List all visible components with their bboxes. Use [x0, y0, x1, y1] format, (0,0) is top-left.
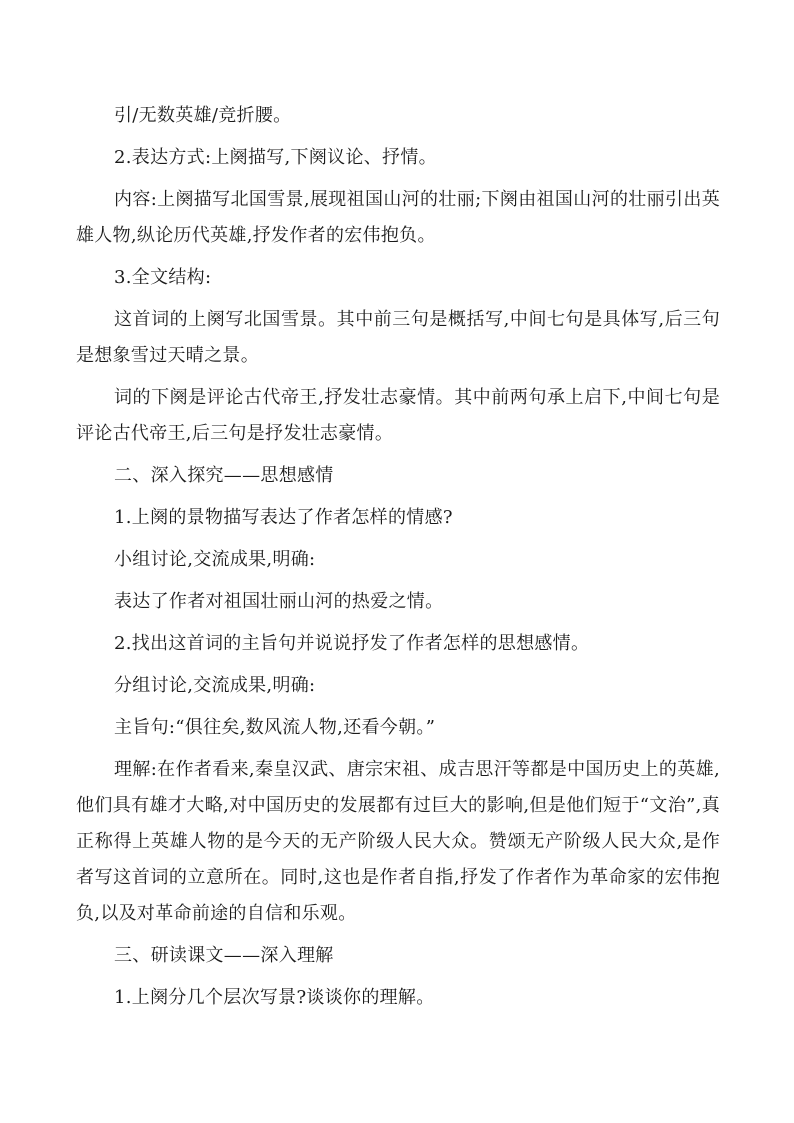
paragraph-line-continuation: 引/无数英雄/竞折腰。 [114, 105, 292, 126]
document-body [76, 98, 720, 1022]
theme-sentence: 主旨句:“俱往矣,数风流人物,还看今朝。” [114, 717, 436, 738]
discussion-note-2: 分组讨论,交流成果,明确: [114, 675, 316, 696]
paragraph-content-summary: 内容:上阕描写北国雪景,展现祖国山河的壮丽;下阕由祖国山河的壮丽引出英雄人物,纵论历代英雄,抒发作者的宏伟抱负。 [76, 189, 720, 246]
paragraph-expression-method: 2.表达方式:上阕描写,下阕议论、抒情。 [114, 147, 437, 168]
section-heading-study: 三、研读课文——深入理解 [114, 945, 334, 966]
question-2: 2.找出这首词的主旨句并说说抒发了作者怎样的思想感情。 [114, 633, 590, 654]
paragraph-upper-stanza: 这首词的上阕写北国雪景。其中前三句是概括写,中间七句是具体写,后三句是想象雪过天晴之景。 [76, 309, 720, 366]
answer-1: 表达了作者对祖国壮丽山河的热爱之情。 [114, 591, 444, 612]
question-3: 1.上阕分几个层次写景?谈谈你的理解。 [114, 987, 435, 1008]
question-1: 1.上阕的景物描写表达了作者怎样的情感? [114, 507, 453, 528]
understanding-paragraph: 理解:在作者看来,秦皇汉武、唐宗宋祖、成吉思汗等都是中国历史上的英雄,他们具有雄才大略,对中国历史的发展都有过巨大的影响,但是他们短于“文治”,真正称得上英雄人物的是今天的无产阶级人民大众。赞颂无产阶级人民大众,是作者写这首词的立意所在。同时,这也是作者自指,抒发了作者作为革命家的宏伟抱负,以及对革命前途的自信和乐观。 [76, 759, 720, 924]
section-heading-explore: 二、深入探究——思想感情 [114, 465, 334, 486]
paragraph-lower-stanza: 词的下阕是评论古代帝王,抒发壮志豪情。其中前两句承上启下,中间七句是评论古代帝王,后三句是抒发壮志豪情。 [76, 387, 720, 444]
discussion-note-1: 小组讨论,交流成果,明确: [114, 549, 316, 570]
paragraph-structure-heading: 3.全文结构: [114, 267, 212, 288]
